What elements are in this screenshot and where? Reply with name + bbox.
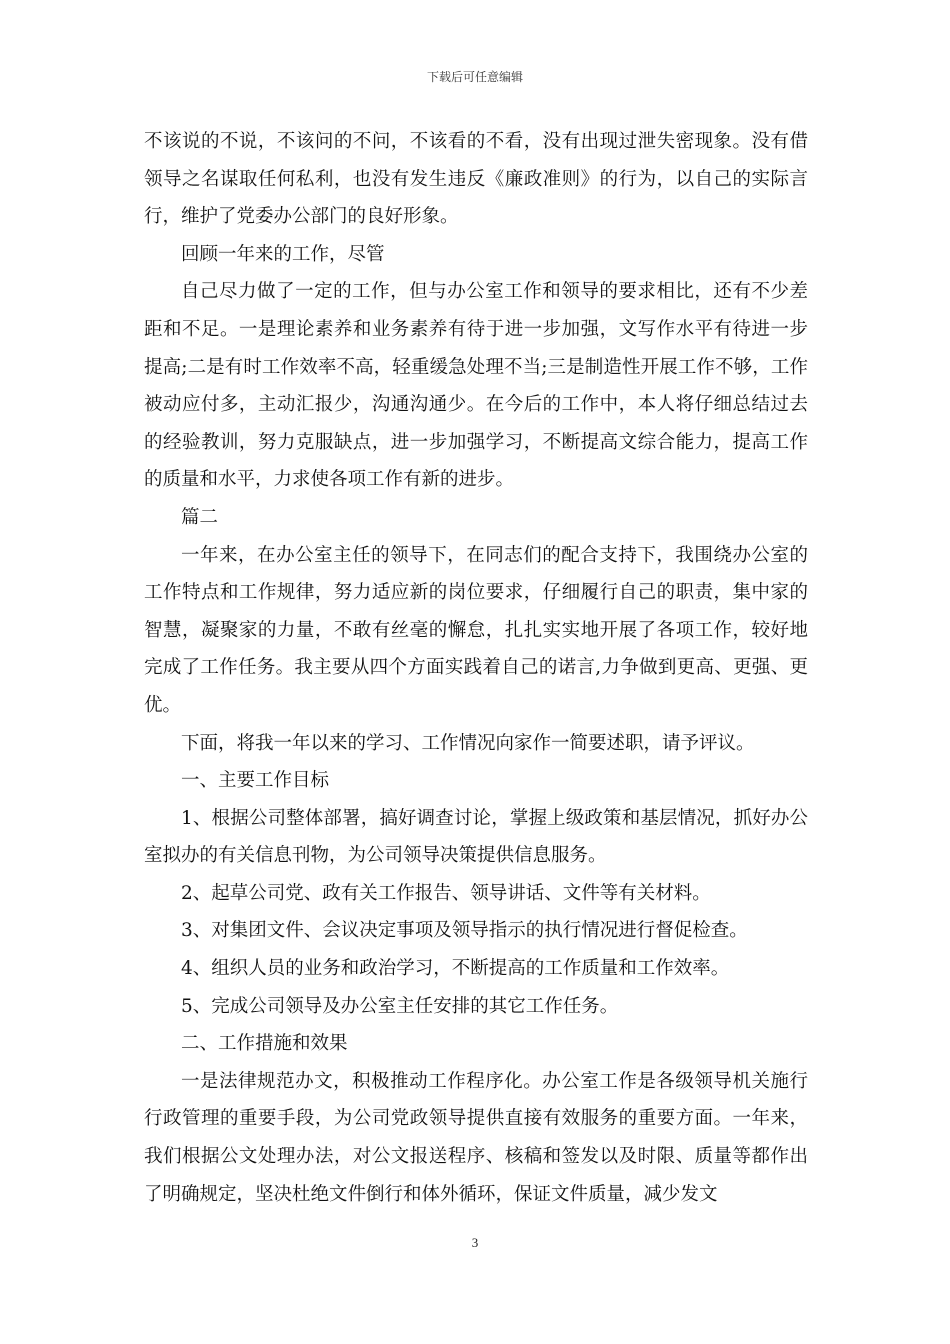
- list-item: 4、组织人员的业务和政治学习，不断提高的工作质量和工作效率。: [181, 958, 730, 980]
- page-number: 3: [471, 1235, 479, 1250]
- list-item: 5、完成公司领导及办公室主任安排的其它工作任务。: [181, 995, 619, 1017]
- paragraph: 下面，将我一年以来的学习、工作情况向家作一简要述职，请予评议。: [181, 732, 755, 754]
- list-item: 3、对集团文件、会议决定事项及领导指示的执行情况进行督促检查。: [181, 920, 748, 942]
- paragraph: 一是法律规范办文，积极推动工作程序化。办公室工作是各级领导机关施行行政管理的重要手段，为公司党政领导提供直接有效服务的重要方面。一年来，我们根据公文处理办法，对公文报送程序、核稿和签发以及时限、质量等都作出了明确规定，坚决杜绝文件倒行和体外循环，保证文件质量，减少发文: [144, 1070, 808, 1205]
- page-header: 下载后可任意编辑: [426, 70, 523, 84]
- paragraph: 不该说的不说，不该问的不问，不该看的不看，没有出现过泄失密现象。没有借领导之名谋取任何私利，也没有发生违反《廉政准则》的行为，以自己的实际言行，维护了党委办公部门的良好形象。: [144, 131, 808, 228]
- section-heading: 篇二: [181, 506, 219, 528]
- document-body: [144, 123, 808, 1213]
- paragraph: 回顾一年来的工作，尽管: [181, 243, 385, 265]
- paragraph: 一年来，在办公室主任的领导下，在同志们的配合支持下，我围绕办公室的工作特点和工作规律，努力适应新的岗位要求，仔细履行自己的职责，集中家的智慧，凝聚家的力量，不敢有丝毫的懈怠，扎扎实实地开展了各项工作，较好地完成了工作任务。我主要从四个方面实践着自己的诺言,力争做到更高、更强、更优。: [144, 544, 808, 716]
- section-heading: 一、主要工作目标: [181, 770, 330, 792]
- list-item: 2、起草公司党、政有关工作报告、领导讲话、文件等有关材料。: [181, 882, 711, 904]
- paragraph: 自己尽力做了一定的工作，但与办公室工作和领导的要求相比，还有不少差距和不足。一是理论素养和业务素养有待于进一步加强，文写作水平有待进一步提高;二是有时工作效率不高，轻重缓急处理不当;三是制造性开展工作不够，工作被动应付多，主动汇报少，沟通沟通少。在今后的工作中，本人将仔细总结过去的经验教训，努力克服缺点，进一步加强学习，不断提高文综合能力，提高工作的质量和水平，力求使各项工作有新的进步。: [144, 281, 808, 491]
- list-item: 1、根据公司整体部署，搞好调查讨论，掌握上级政策和基层情况，抓好办公室拟办的有关信息刊物，为公司领导决策提供信息服务。: [144, 807, 808, 867]
- section-heading: 二、工作措施和效果: [181, 1033, 348, 1055]
